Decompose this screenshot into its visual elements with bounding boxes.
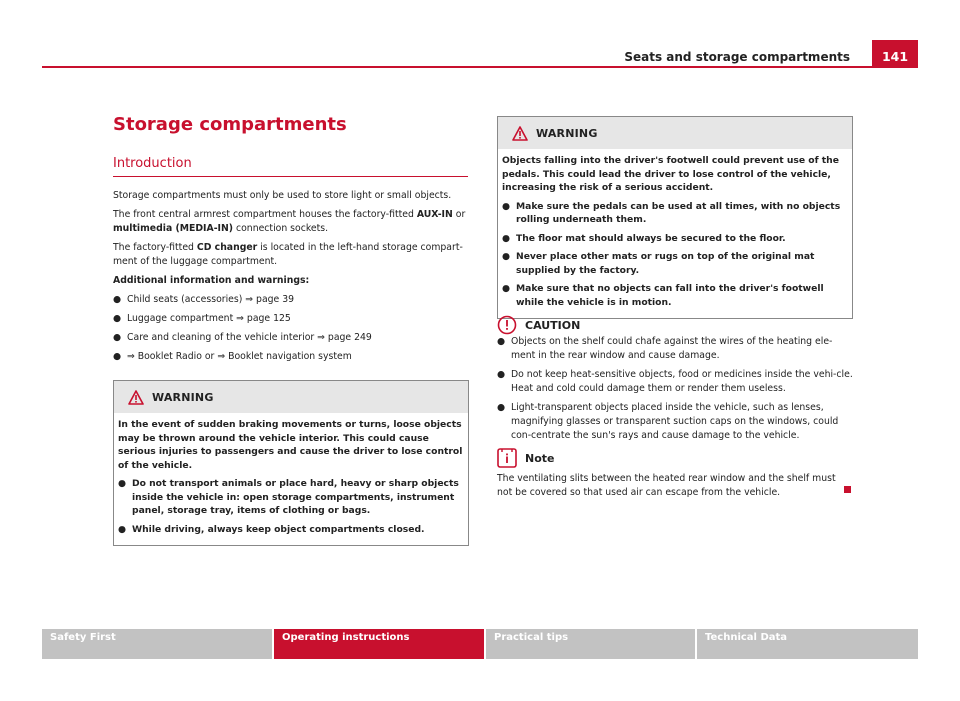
list-item[interactable] <box>113 331 468 345</box>
intro-para-1: Storage compartments must only be used to store light or small objects. <box>113 190 452 201</box>
tab-practical-tips[interactable]: Practical tips <box>486 629 695 659</box>
intro-para-3-c: is located in the left-hand storage compart-ment of the luggage compartment. <box>113 242 463 267</box>
running-header-title: Seats and storage compartments <box>624 50 850 64</box>
caution-circle-icon <box>497 315 517 335</box>
note-text: The ventilating slits between the heated rear window and the shelf must not be covered so that used air can escape from the vehicle. <box>497 473 836 498</box>
list-item-text: Do not keep heat-sensitive objects, food or medicines inside the vehi-cle. Heat and cold could damage them or render them useless. <box>511 369 853 394</box>
bullet-icon: ● <box>502 232 511 244</box>
list-item-text: Luggage compartment ⇒ page 125 <box>127 313 291 324</box>
bullet-icon: ● <box>497 369 506 380</box>
caution-title: CAUTION <box>525 318 581 332</box>
bullet-icon: ● <box>502 283 511 294</box>
bullet-icon: ● <box>113 294 122 305</box>
intro-para-2-c: or <box>452 209 466 220</box>
list-item <box>502 282 848 309</box>
intro-para-3-a: The factory-fitted <box>113 242 197 253</box>
subsection-rule <box>113 176 468 177</box>
list-item <box>502 232 848 246</box>
list-item-text: Never place other mats or rugs on top of the original mat supplied by the factory. <box>516 251 815 276</box>
list-item-text: Objects on the shelf could chafe against the wires of the heating ele-ment in the rear window and cause damage. <box>511 336 833 361</box>
warning-body <box>114 413 468 545</box>
intro-para-2 <box>113 208 468 236</box>
note-body <box>497 472 853 505</box>
intro-text <box>113 189 468 369</box>
caution-header <box>497 315 580 335</box>
bullet-icon: ● <box>502 200 511 212</box>
warning-body <box>498 149 852 318</box>
section-title: Storage compartments <box>113 114 347 135</box>
warning-title: WARNING <box>152 390 214 404</box>
list-item-text: Make sure that no objects can fall into the driver's footwell while the vehicle is in motion. <box>516 283 824 308</box>
list-item <box>497 401 853 443</box>
list-item <box>497 368 853 396</box>
caution-body <box>497 335 853 448</box>
list-item[interactable] <box>113 293 468 307</box>
warning-triangle-icon <box>128 390 144 405</box>
warning-text: In the event of sudden braking movements or turns, loose objects may be thrown around the vehicle interior. This could cause serious injuries to passengers and cause the driver to lose control of the vehicle. <box>118 419 463 471</box>
list-item <box>118 523 464 537</box>
warning-box-right <box>497 116 853 319</box>
intro-para-2-e: connection sockets. <box>233 223 329 234</box>
warning-header <box>114 381 468 413</box>
list-item-text: While driving, always keep object compartments closed. <box>132 523 425 535</box>
list-item-text: The floor mat should always be secured to the floor. <box>516 232 786 244</box>
bullet-icon: ● <box>113 313 122 324</box>
bullet-icon: ● <box>113 332 122 343</box>
media-in-term: multimedia (MEDIA-IN) <box>113 223 234 234</box>
list-item <box>502 250 848 277</box>
list-item[interactable] <box>113 312 468 326</box>
warning-title: WARNING <box>536 126 598 140</box>
list-item <box>118 477 464 518</box>
list-item <box>502 200 848 227</box>
list-item-text: Make sure the pedals can be used at all times, with no objects rolling underneath them. <box>516 200 841 225</box>
tab-safety-first[interactable]: Safety First <box>42 629 272 659</box>
intro-para-3 <box>113 241 468 269</box>
bullet-icon: ● <box>118 523 127 535</box>
note-header <box>497 448 554 468</box>
bullet-icon: ● <box>497 336 506 347</box>
cd-changer-term: CD changer <box>196 242 258 253</box>
bullet-icon: ● <box>118 478 127 489</box>
page-number: 141 <box>872 40 918 68</box>
info-heading <box>113 274 468 288</box>
tab-operating-instructions[interactable]: Operating instructions <box>274 629 484 659</box>
list-item-text: Child seats (accessories) ⇒ page 39 <box>127 294 295 305</box>
note-info-icon <box>497 448 517 468</box>
header-rule <box>42 66 918 68</box>
list-item[interactable] <box>113 350 468 364</box>
warning-header <box>498 117 852 149</box>
info-heading-text: Additional information and warnings: <box>113 275 310 286</box>
end-of-section-marker <box>844 486 851 493</box>
bullet-icon: ● <box>502 251 511 262</box>
footer-tabs <box>42 629 918 659</box>
list-item-text: Light-transparent objects placed inside the vehicle, such as lenses, magnifying glasses or transparent suction caps on the windows, could con-centrate the sun's rays and cause damage to the vehicle. <box>511 402 839 441</box>
list-item <box>497 335 853 363</box>
bullet-icon: ● <box>497 402 506 413</box>
note-title: Note <box>525 451 555 465</box>
warning-triangle-icon <box>512 126 528 141</box>
aux-in-term: AUX-IN <box>416 209 453 220</box>
warning-text: Objects falling into the driver's footwell could prevent use of the pedals. This could lead the driver to lose control of the vehicle, increasing the risk of a serious accident. <box>502 155 839 193</box>
list-item-text: Do not transport animals or place hard, heavy or sharp objects inside the vehicle in: open storage compartments, instrument panel, storage tray, items of clothing or bags. <box>132 478 459 516</box>
intro-para-2-a: The front central armrest compartment houses the factory-fitted <box>113 209 417 220</box>
tab-technical-data[interactable]: Technical Data <box>697 629 918 659</box>
subsection-title: Introduction <box>113 156 192 171</box>
list-item-text: ⇒ Booklet Radio or ⇒ Booklet navigation system <box>127 351 352 362</box>
warning-box-left <box>113 380 469 546</box>
list-item-text: Care and cleaning of the vehicle interior ⇒ page 249 <box>127 332 372 343</box>
bullet-icon: ● <box>113 351 122 362</box>
